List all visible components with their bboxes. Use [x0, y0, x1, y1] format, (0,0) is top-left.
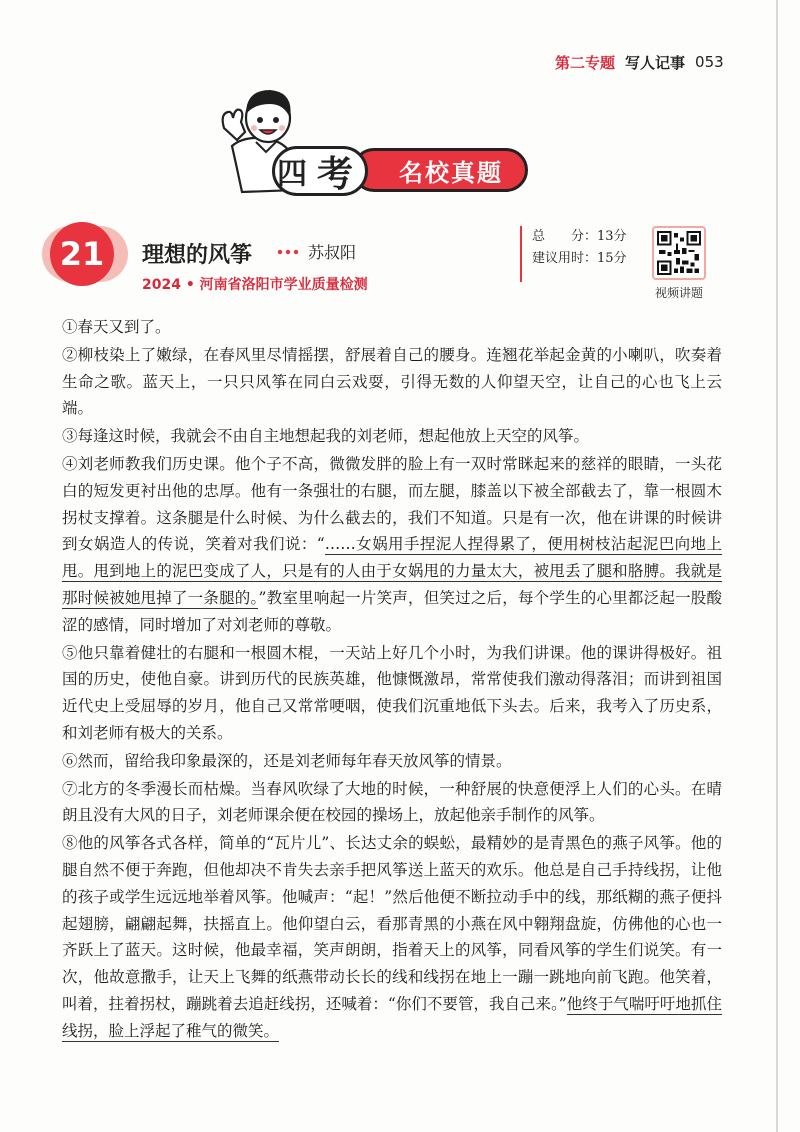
total-score: 总 分：13分 — [532, 229, 627, 244]
running-header — [555, 50, 735, 74]
banner-number-char: 四 — [276, 157, 317, 192]
article-body — [62, 314, 722, 1045]
qr-code-icon — [657, 231, 701, 275]
paragraph-8 — [62, 830, 722, 1044]
paragraph-7: ⑦北方的冬季漫长而枯燥。当春风吹绿了大地的时候，一种舒展的快意便浮上人们的心头。在晴朗且没有大风的日子，刘老师课余便在校园的操场上，放起他亲手制作的风筝。 — [62, 779, 722, 825]
paragraph-8-text: ⑧他的风筝各式各样，简单的“瓦片儿”、长达丈余的蜈蚣，最精妙的是青黑色的燕子风筝。他的腿自然不便于奔跑，但他却决不肯失去亲手把风筝送上蓝天的欢乐。他总是自己手持线拐，让他的孩子或学生远远地举着风筝。他喊声：“起！”然后他便不断拉动手中的线，那纸糊的燕子便抖起翅膀，翩翩起舞，扶摇直上。他仰望白云，看那青黑的小燕在风中翱翔盘旋，仿佛他的心也一齐跃上了蓝天。这时候，他最幸福，笑声朗朗，指着天上的风筝，同看风筝的学生们说笑。有一次，他故意撒手，让天上飞舞的纸燕带动长长的线和线拐在地上一蹦一跳地向前飞跑。他笑着，叫着，拄着拐杖，蹦跳着去追赶线拐，还喊着：“你们不要管，我自己来。” — [62, 834, 722, 1013]
banner-label: 名校真题 — [399, 158, 503, 187]
article-number: 21 — [59, 235, 105, 273]
paragraph-8-underlined-sentence: 他终于气喘吁吁地抓住线拐，脸上浮起了稚气的微笑。 — [62, 994, 722, 1040]
article-source: 2024 • 河南省洛阳市学业质量检测 — [142, 277, 368, 293]
banner-exam-char: 考 — [316, 153, 363, 195]
header-section: 写人记事 — [625, 53, 686, 72]
qr-code[interactable] — [652, 226, 706, 280]
page-edge-line — [776, 0, 778, 1132]
banner-label-pill — [352, 148, 528, 192]
paragraph-3: ③每逢这时候，我就会不由自主地想起我的刘老师，想起他放上天空的风筝。 — [62, 427, 590, 446]
paragraph-4 — [62, 451, 722, 639]
info-box — [520, 226, 648, 282]
paragraph-4-underlined-quote: ……女娲用手捏泥人捏得累了，便用树枝沾起泥巴向地上甩。甩到地上的泥巴变成了人，只是有的人由于女娲甩的力量太大，被甩丢了腿和胳膊。我就是那时候被她甩掉了一条腿的。 — [62, 535, 722, 607]
banner-four-exams — [272, 146, 368, 196]
header-topic: 第二专题 — [555, 53, 616, 72]
page-number: 053 — [695, 53, 724, 71]
qr-caption: 视频讲题 — [654, 286, 703, 300]
paragraph-4-text-a: ④刘老师教我们历史课。他个子不高，微微发胖的脸上有一双时常眯起来的慈祥的眼睛，一头花白的短发更衬出他的忠厚。他有一条强壮的右腿，而左腿，膝盖以下被全部截去了，靠一根圆木拐杖支撑着。这条腿是什么时候、为什么截去的，我们不知道。只是有一次，他在讲课的时候讲到女娲造人的传说，笑着对我们说：“ — [62, 454, 722, 554]
article-author: 苏叔阳 — [308, 243, 357, 262]
paragraph-4-text-b: ”教室里响起一片笑声，但笑过之后，每个学生的心里都泛起一股酸涩的感情，同时增加了对刘老师的尊敬。 — [62, 588, 722, 634]
paragraph-1: ①春天又到了。 — [62, 318, 171, 336]
paragraph-2: ②柳枝染上了嫩绿，在春风里尽情摇摆，舒展着自己的腰身。连翘花举起金黄的小喇叭，吹奏着生命之歌。蓝天上，一只只风筝在同白云戏耍，引得无数的人仰望天空，让自己的心也飞上云端。 — [62, 345, 722, 418]
article-title: 理想的风筝 — [142, 243, 253, 268]
title-dots-decoration — [276, 248, 304, 256]
article-number-badge — [50, 222, 114, 286]
paragraph-5: ⑤他只靠着健壮的右腿和一根圆木棍，一天站上好几个小时，为我们讲课。他的课讲得极好。祖国的历史，使他自豪。讲到历代的民族英雄，他慷慨激昂，常常使我们激动得落泪；而讲到祖国近代史上受屈辱的岁月，他自己又常常哽咽，使我们沉重地低下头去。后来，我考入了历史系，和刘老师有极大的关系。 — [62, 643, 722, 742]
paragraph-6: ⑥然而，留给我印象最深的，还是刘老师每年春天放风筝的情景。 — [62, 751, 512, 770]
suggested-time: 建议用时：15分 — [532, 251, 627, 266]
